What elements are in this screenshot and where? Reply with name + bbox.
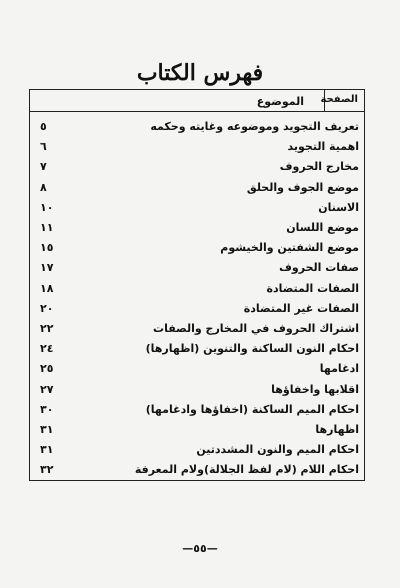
table-header bbox=[30, 90, 364, 112]
table-row bbox=[30, 199, 364, 221]
subject-column-header: الموضوع bbox=[256, 95, 304, 108]
entry-subject: اظهارها bbox=[315, 423, 359, 436]
table-row bbox=[30, 421, 364, 443]
entry-page-number: ٣٠ bbox=[40, 402, 54, 416]
table-row bbox=[30, 320, 364, 342]
entry-page-number: ٨ bbox=[40, 180, 47, 194]
entry-subject: تعريف التجويد وموضوعه وغايته وحكمه bbox=[150, 120, 359, 133]
entry-subject: احكام الميم والنون المشددتين bbox=[196, 443, 359, 457]
entry-subject: موضع الشفتين والخيشوم bbox=[220, 241, 359, 255]
table-row bbox=[30, 158, 364, 180]
table-row bbox=[30, 360, 364, 382]
entry-page-number: ٦ bbox=[40, 140, 47, 154]
entry-page-number: ٢٥ bbox=[40, 362, 54, 376]
entry-page-number: ٣٢ bbox=[40, 463, 54, 477]
entry-page-number: ١٧ bbox=[40, 261, 54, 275]
table-row bbox=[30, 118, 364, 140]
page-column-header: الصفحة bbox=[320, 94, 358, 105]
table-row bbox=[30, 401, 364, 423]
toc-table bbox=[29, 89, 365, 481]
entry-subject: الصفات غير المتضادة bbox=[243, 301, 359, 315]
entry-subject: ادغامها bbox=[319, 362, 359, 376]
table-row bbox=[30, 138, 364, 160]
page-number: —٥٥— bbox=[182, 542, 218, 555]
table-row bbox=[30, 340, 364, 362]
entry-page-number: ٧ bbox=[40, 160, 47, 174]
entry-subject: الاسنان bbox=[318, 200, 359, 214]
entry-page-number: ١٠ bbox=[40, 200, 54, 214]
page-title: فهرس الكتاب bbox=[136, 60, 264, 86]
table-row bbox=[30, 259, 364, 281]
entry-page-number: ١١ bbox=[40, 221, 54, 234]
table-row bbox=[30, 239, 364, 261]
entry-subject: اهمية التجويد bbox=[287, 140, 359, 154]
table-row bbox=[30, 381, 364, 403]
entry-page-number: ٢٠ bbox=[40, 301, 54, 315]
entry-page-number: ٢٧ bbox=[40, 382, 54, 396]
table-row bbox=[30, 219, 364, 241]
table-row bbox=[30, 179, 364, 201]
entry-page-number: ٣١ bbox=[40, 443, 54, 457]
entry-subject: احكام اللام (لام لفظ الجلالة)ولام المعرفة bbox=[134, 463, 359, 477]
table-row bbox=[30, 280, 364, 302]
entry-subject: اقلابها واخفاؤها bbox=[271, 382, 359, 396]
table-row bbox=[30, 300, 364, 322]
entry-subject: موضع اللسان bbox=[286, 221, 359, 234]
entry-page-number: ٣١ bbox=[40, 423, 54, 436]
entry-subject: احكام النون الساكنة والتنوين (اظهارها) bbox=[145, 342, 359, 356]
entry-page-number: ١٨ bbox=[40, 281, 54, 295]
entry-page-number: ٥ bbox=[40, 120, 47, 133]
entry-page-number: ٢٢ bbox=[40, 322, 54, 335]
entry-subject: الصفات المتضادة bbox=[266, 281, 359, 295]
entry-page-number: ١٥ bbox=[40, 241, 54, 255]
entry-subject: احكام الميم الساكنة (اخفاؤها وادغامها) bbox=[145, 402, 359, 416]
table-row bbox=[30, 461, 364, 483]
entry-subject: مخارج الحروف bbox=[279, 160, 359, 174]
entry-subject: صفات الحروف bbox=[279, 261, 359, 275]
entry-subject: اشتراك الحروف في المخارج والصفات bbox=[153, 322, 359, 335]
entry-subject: موضع الجوف والحلق bbox=[246, 180, 359, 194]
table-row bbox=[30, 441, 364, 463]
entry-page-number: ٢٤ bbox=[40, 342, 54, 356]
